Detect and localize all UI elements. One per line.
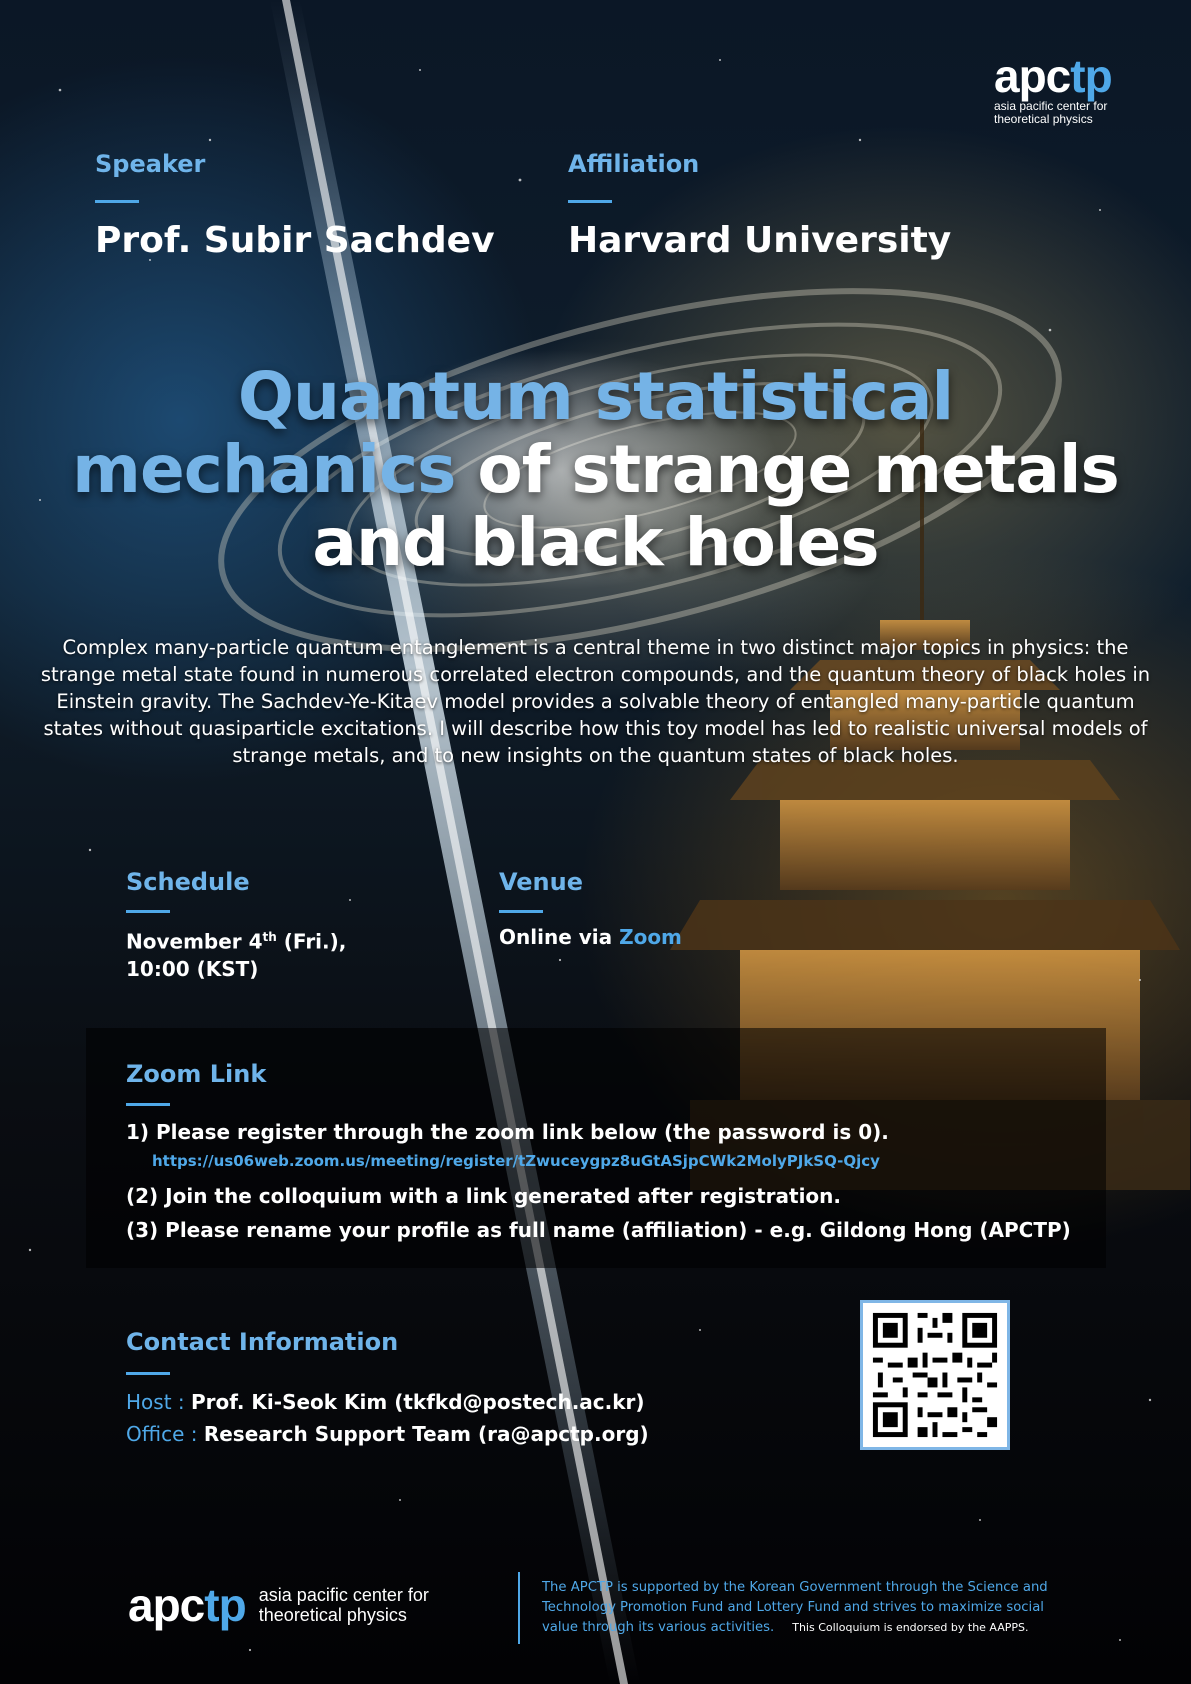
venue-rule — [499, 910, 543, 913]
logo-sub-line1-bottom: asia pacific center for — [258, 1585, 429, 1605]
zoom-step-3: (3) Please rename your profile as full name (affiliation) - e.g. Gildong Hong (APCTP) — [126, 1218, 1071, 1242]
logo-wordmark-bottom — [128, 1579, 246, 1631]
venue-value — [499, 924, 682, 951]
contact-host — [126, 1390, 645, 1414]
footer-support-text — [542, 1578, 1062, 1638]
title-line-1: Quantum statistical — [237, 358, 954, 435]
logo-wordmark — [994, 50, 1144, 102]
schedule-date-main: November 4 — [126, 929, 263, 954]
zoom-step-2: (2) Join the colloquium with a link generated after registration. — [126, 1184, 841, 1208]
schedule-time: 10:00 (KST) — [126, 956, 259, 981]
speaker-name: Prof. Subir Sachdev — [95, 220, 495, 261]
contact-office — [126, 1422, 649, 1446]
schedule-rule — [126, 910, 170, 913]
qr-code[interactable] — [860, 1300, 1010, 1450]
contact-label: Contact Information — [126, 1328, 399, 1356]
logo-sub-line2: theoretical physics — [994, 112, 1093, 126]
contact-office-value[interactable]: Research Support Team (ra@apctp.org) — [203, 1422, 649, 1446]
speaker-rule — [95, 200, 139, 203]
apctp-logo-bottom — [128, 1579, 429, 1631]
abstract-text: Complex many-particle quantum entanglement is a central theme in two distinct major topics in physics: the strange metal state found in numerous correlated electron compounds, and the quantum theory of black holes in Einstein gravity. The Sachdev-Ye-Kitaev model provides a solvable theory of entangled many-particle quantum states without quasiparticle excitations. I will describe how this toy model has led to realistic universal models of strange metals, and to new insights on the quantum states of black holes. — [40, 636, 1151, 767]
logo-word-tp: tp — [1070, 50, 1112, 102]
schedule-datetime — [126, 924, 346, 983]
zoom-label: Zoom Link — [126, 1060, 267, 1088]
zoom-rule — [126, 1103, 170, 1106]
logo-subtitle — [994, 100, 1144, 126]
logo-word-apc: apc — [994, 50, 1071, 102]
affiliation-label: Affiliation — [568, 150, 700, 178]
title-line-2-blue: mechanics — [72, 431, 456, 508]
logo-sub-line1: asia pacific center for — [994, 99, 1108, 113]
apctp-logo-top — [994, 50, 1144, 126]
speaker-label: Speaker — [95, 150, 206, 178]
footer-support: The APCTP is supported by the Korean Government through the Science and Technology Promotion Fund and Lottery Fund and strives to maximize social value through its various activities. — [542, 1580, 1048, 1635]
title-line-2-white: of strange metals — [455, 431, 1119, 508]
schedule-date-day: (Fri.), — [276, 929, 347, 954]
zoom-register-link[interactable]: https://us06web.zoom.us/meeting/register/tZwuceygpz8uGtASjpCWk2MolyPJkSQ-Qjcy — [152, 1152, 880, 1170]
qr-code-icon — [863, 1303, 1007, 1447]
logo-subtitle-bottom — [259, 1585, 429, 1625]
contact-rule — [126, 1372, 170, 1375]
footer-endorsement: This Colloquium is endorsed by the AAPPS. — [792, 1621, 1029, 1634]
contact-office-key: Office : — [126, 1422, 204, 1446]
talk-title — [40, 360, 1151, 579]
logo-word-apc-bottom: apc — [128, 1579, 205, 1631]
logo-word-tp-bottom: tp — [204, 1579, 246, 1631]
venue-prefix: Online via — [499, 925, 620, 949]
affiliation-rule — [568, 200, 612, 203]
venue-label: Venue — [499, 868, 583, 896]
footer-divider — [518, 1572, 520, 1644]
contact-host-key: Host : — [126, 1390, 191, 1414]
affiliation-name: Harvard University — [568, 220, 952, 261]
title-line-3: and black holes — [312, 504, 879, 581]
schedule-label: Schedule — [126, 868, 250, 896]
logo-sub-line2-bottom: theoretical physics — [258, 1605, 407, 1625]
schedule-date — [126, 924, 346, 956]
venue-zoom-link[interactable]: Zoom — [619, 925, 682, 949]
schedule-date-sup: th — [262, 930, 277, 944]
zoom-step-1: 1) Please register through the zoom link below (the password is 0). — [126, 1120, 889, 1144]
title-line-2 — [40, 433, 1151, 506]
contact-host-value[interactable]: Prof. Ki-Seok Kim (tkfkd@postech.ac.kr) — [191, 1390, 645, 1414]
